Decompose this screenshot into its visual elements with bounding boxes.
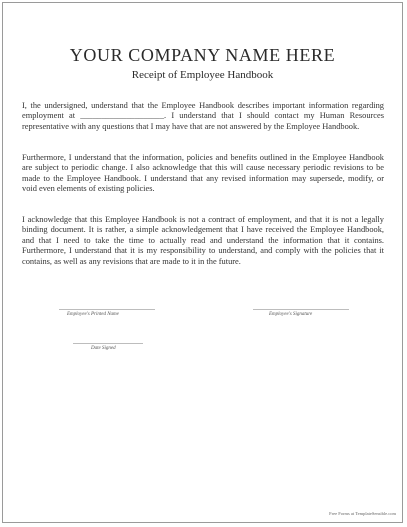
document-title: Receipt of Employee Handbook	[131, 69, 274, 81]
date-line[interactable]	[73, 343, 143, 344]
date-label: Date Signed	[91, 346, 116, 351]
company-name: YOUR COMPANY NAME HERE	[69, 45, 336, 65]
printed-name-label: Employee's Printed Name	[67, 312, 119, 317]
footer-credit: Free Forms at TemplateSensible.com	[329, 511, 396, 516]
paragraph-acknowledgement: I acknowledge that this Employee Handbook is not a contract of employment, and that it is not a legally binding document. It is rather, a simple acknowledgement that I have received the Employee Handbook, and that I need to take the time to actually read and understand the information that it contains. Furthermore, I understand that it is my responsibility to understand, and comply with the policies that it contains, as well as any revisions that are made to it in the future.	[22, 215, 384, 266]
paragraph-changes: Furthermore, I understand that the information, policies and benefits outlined in the Employee Handbook are subject to periodic change. I also acknowledge that this will cause necessary periodic revisions to be made to the Employee Handbook. I understand that any revised information may supersede, modify, or void even elements of existing policies.	[22, 153, 384, 194]
printed-name-line[interactable]	[59, 309, 155, 310]
signature-label: Employee's Signature	[269, 312, 313, 317]
paragraph-understanding: I, the undersigned, understand that the Employee Handbook describes important information regarding employment at ____________________. I understand that I should contact my Human Resources representative with any questions that I may have that are not answered by the Employee Handbook.	[22, 101, 384, 131]
signature-line[interactable]	[253, 309, 349, 310]
document-page	[2, 2, 403, 523]
